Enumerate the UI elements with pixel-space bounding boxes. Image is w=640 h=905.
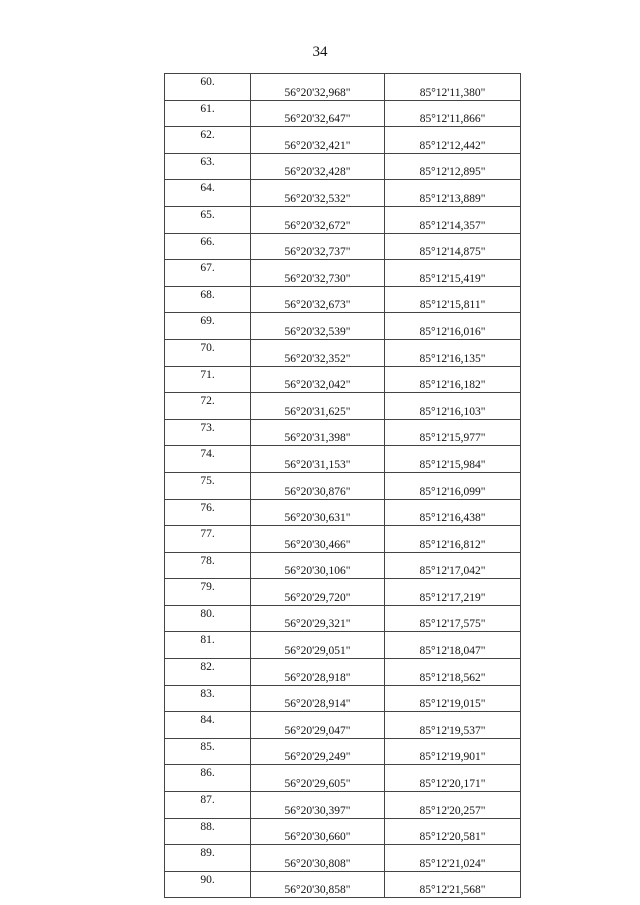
latitude-cell: 56°20'32,672": [251, 206, 385, 233]
point-number-cell: 73.: [165, 419, 251, 446]
point-number-cell: 62.: [165, 127, 251, 154]
latitude-cell: 56°20'32,421": [251, 127, 385, 154]
longitude-cell: 85°12'21,568": [385, 871, 521, 898]
longitude-cell: 85°12'12,895": [385, 153, 521, 180]
table-row: [165, 366, 521, 393]
latitude-cell: 56°20'29,047": [251, 712, 385, 739]
table-row: [165, 339, 521, 366]
table-row: [165, 765, 521, 792]
table-row: [165, 605, 521, 632]
latitude-cell: 56°20'30,106": [251, 552, 385, 579]
longitude-cell: 85°12'15,977": [385, 419, 521, 446]
longitude-cell: 85°12'19,537": [385, 712, 521, 739]
longitude-cell: 85°12'20,171": [385, 765, 521, 792]
point-number-cell: 89.: [165, 845, 251, 872]
point-number-cell: 69.: [165, 313, 251, 340]
point-number-cell: 76.: [165, 499, 251, 526]
table-row: [165, 233, 521, 260]
longitude-cell: 85°12'16,812": [385, 526, 521, 553]
table-row: [165, 871, 521, 898]
table-row: [165, 127, 521, 154]
point-number-cell: 87.: [165, 792, 251, 819]
point-number-cell: 79.: [165, 579, 251, 606]
latitude-cell: 56°20'28,918": [251, 659, 385, 686]
page-number: 34: [312, 44, 328, 60]
point-number-cell: 81.: [165, 632, 251, 659]
latitude-cell: 56°20'30,660": [251, 818, 385, 845]
latitude-cell: 56°20'32,532": [251, 180, 385, 207]
latitude-cell: 56°20'30,876": [251, 472, 385, 499]
point-number-cell: 80.: [165, 605, 251, 632]
longitude-cell: 85°12'18,562": [385, 659, 521, 686]
longitude-cell: 85°12'16,182": [385, 366, 521, 393]
latitude-cell: 56°20'30,858": [251, 871, 385, 898]
latitude-cell: 56°20'31,153": [251, 446, 385, 473]
longitude-cell: 85°12'16,438": [385, 499, 521, 526]
latitude-cell: 56°20'32,042": [251, 366, 385, 393]
longitude-cell: 85°12'20,581": [385, 818, 521, 845]
latitude-cell: 56°20'32,730": [251, 260, 385, 287]
table-row: [165, 419, 521, 446]
latitude-cell: 56°20'32,428": [251, 153, 385, 180]
table-row: [165, 313, 521, 340]
longitude-cell: 85°12'19,901": [385, 738, 521, 765]
point-number-cell: 77.: [165, 526, 251, 553]
table-row: [165, 286, 521, 313]
longitude-cell: 85°12'14,357": [385, 206, 521, 233]
table-row: [165, 180, 521, 207]
longitude-cell: 85°12'13,889": [385, 180, 521, 207]
table-row: [165, 393, 521, 420]
coordinates-table: [164, 73, 521, 898]
point-number-cell: 71.: [165, 366, 251, 393]
latitude-cell: 56°20'32,539": [251, 313, 385, 340]
table-row: [165, 738, 521, 765]
longitude-cell: 85°12'14,875": [385, 233, 521, 260]
latitude-cell: 56°20'29,051": [251, 632, 385, 659]
longitude-cell: 85°12'19,015": [385, 685, 521, 712]
point-number-cell: 82.: [165, 659, 251, 686]
point-number-cell: 83.: [165, 685, 251, 712]
latitude-cell: 56°20'32,968": [251, 74, 385, 101]
longitude-cell: 85°12'15,419": [385, 260, 521, 287]
latitude-cell: 56°20'32,352": [251, 339, 385, 366]
point-number-cell: 65.: [165, 206, 251, 233]
latitude-cell: 56°20'32,673": [251, 286, 385, 313]
table-row: [165, 206, 521, 233]
point-number-cell: 75.: [165, 472, 251, 499]
table-row: [165, 552, 521, 579]
latitude-cell: 56°20'30,397": [251, 792, 385, 819]
table-row: [165, 100, 521, 127]
longitude-cell: 85°12'12,442": [385, 127, 521, 154]
coordinates-table-body: [165, 74, 521, 898]
table-row: [165, 792, 521, 819]
point-number-cell: 66.: [165, 233, 251, 260]
latitude-cell: 56°20'28,914": [251, 685, 385, 712]
point-number-cell: 72.: [165, 393, 251, 420]
latitude-cell: 56°20'32,647": [251, 100, 385, 127]
table-row: [165, 818, 521, 845]
table-row: [165, 499, 521, 526]
point-number-cell: 70.: [165, 339, 251, 366]
longitude-cell: 85°12'17,575": [385, 605, 521, 632]
longitude-cell: 85°12'11,866": [385, 100, 521, 127]
latitude-cell: 56°20'30,631": [251, 499, 385, 526]
point-number-cell: 60.: [165, 74, 251, 101]
table-row: [165, 153, 521, 180]
longitude-cell: 85°12'17,042": [385, 552, 521, 579]
point-number-cell: 67.: [165, 260, 251, 287]
point-number-cell: 74.: [165, 446, 251, 473]
point-number-cell: 84.: [165, 712, 251, 739]
table-row: [165, 712, 521, 739]
table-row: [165, 579, 521, 606]
latitude-cell: 56°20'29,321": [251, 605, 385, 632]
latitude-cell: 56°20'29,605": [251, 765, 385, 792]
point-number-cell: 61.: [165, 100, 251, 127]
latitude-cell: 56°20'30,808": [251, 845, 385, 872]
longitude-cell: 85°12'11,380": [385, 74, 521, 101]
longitude-cell: 85°12'18,047": [385, 632, 521, 659]
longitude-cell: 85°12'17,219": [385, 579, 521, 606]
latitude-cell: 56°20'31,398": [251, 419, 385, 446]
point-number-cell: 63.: [165, 153, 251, 180]
table-row: [165, 74, 521, 101]
longitude-cell: 85°12'16,103": [385, 393, 521, 420]
table-row: [165, 260, 521, 287]
longitude-cell: 85°12'16,016": [385, 313, 521, 340]
table-row: [165, 685, 521, 712]
longitude-cell: 85°12'15,811": [385, 286, 521, 313]
point-number-cell: 90.: [165, 871, 251, 898]
longitude-cell: 85°12'15,984": [385, 446, 521, 473]
table-row: [165, 632, 521, 659]
longitude-cell: 85°12'20,257": [385, 792, 521, 819]
latitude-cell: 56°20'30,466": [251, 526, 385, 553]
longitude-cell: 85°12'16,135": [385, 339, 521, 366]
point-number-cell: 88.: [165, 818, 251, 845]
longitude-cell: 85°12'21,024": [385, 845, 521, 872]
table-row: [165, 659, 521, 686]
point-number-cell: 68.: [165, 286, 251, 313]
latitude-cell: 56°20'32,737": [251, 233, 385, 260]
point-number-cell: 64.: [165, 180, 251, 207]
point-number-cell: 86.: [165, 765, 251, 792]
longitude-cell: 85°12'16,099": [385, 472, 521, 499]
latitude-cell: 56°20'29,720": [251, 579, 385, 606]
latitude-cell: 56°20'29,249": [251, 738, 385, 765]
table-row: [165, 446, 521, 473]
table-row: [165, 526, 521, 553]
latitude-cell: 56°20'31,625": [251, 393, 385, 420]
point-number-cell: 85.: [165, 738, 251, 765]
table-row: [165, 845, 521, 872]
table-row: [165, 472, 521, 499]
point-number-cell: 78.: [165, 552, 251, 579]
